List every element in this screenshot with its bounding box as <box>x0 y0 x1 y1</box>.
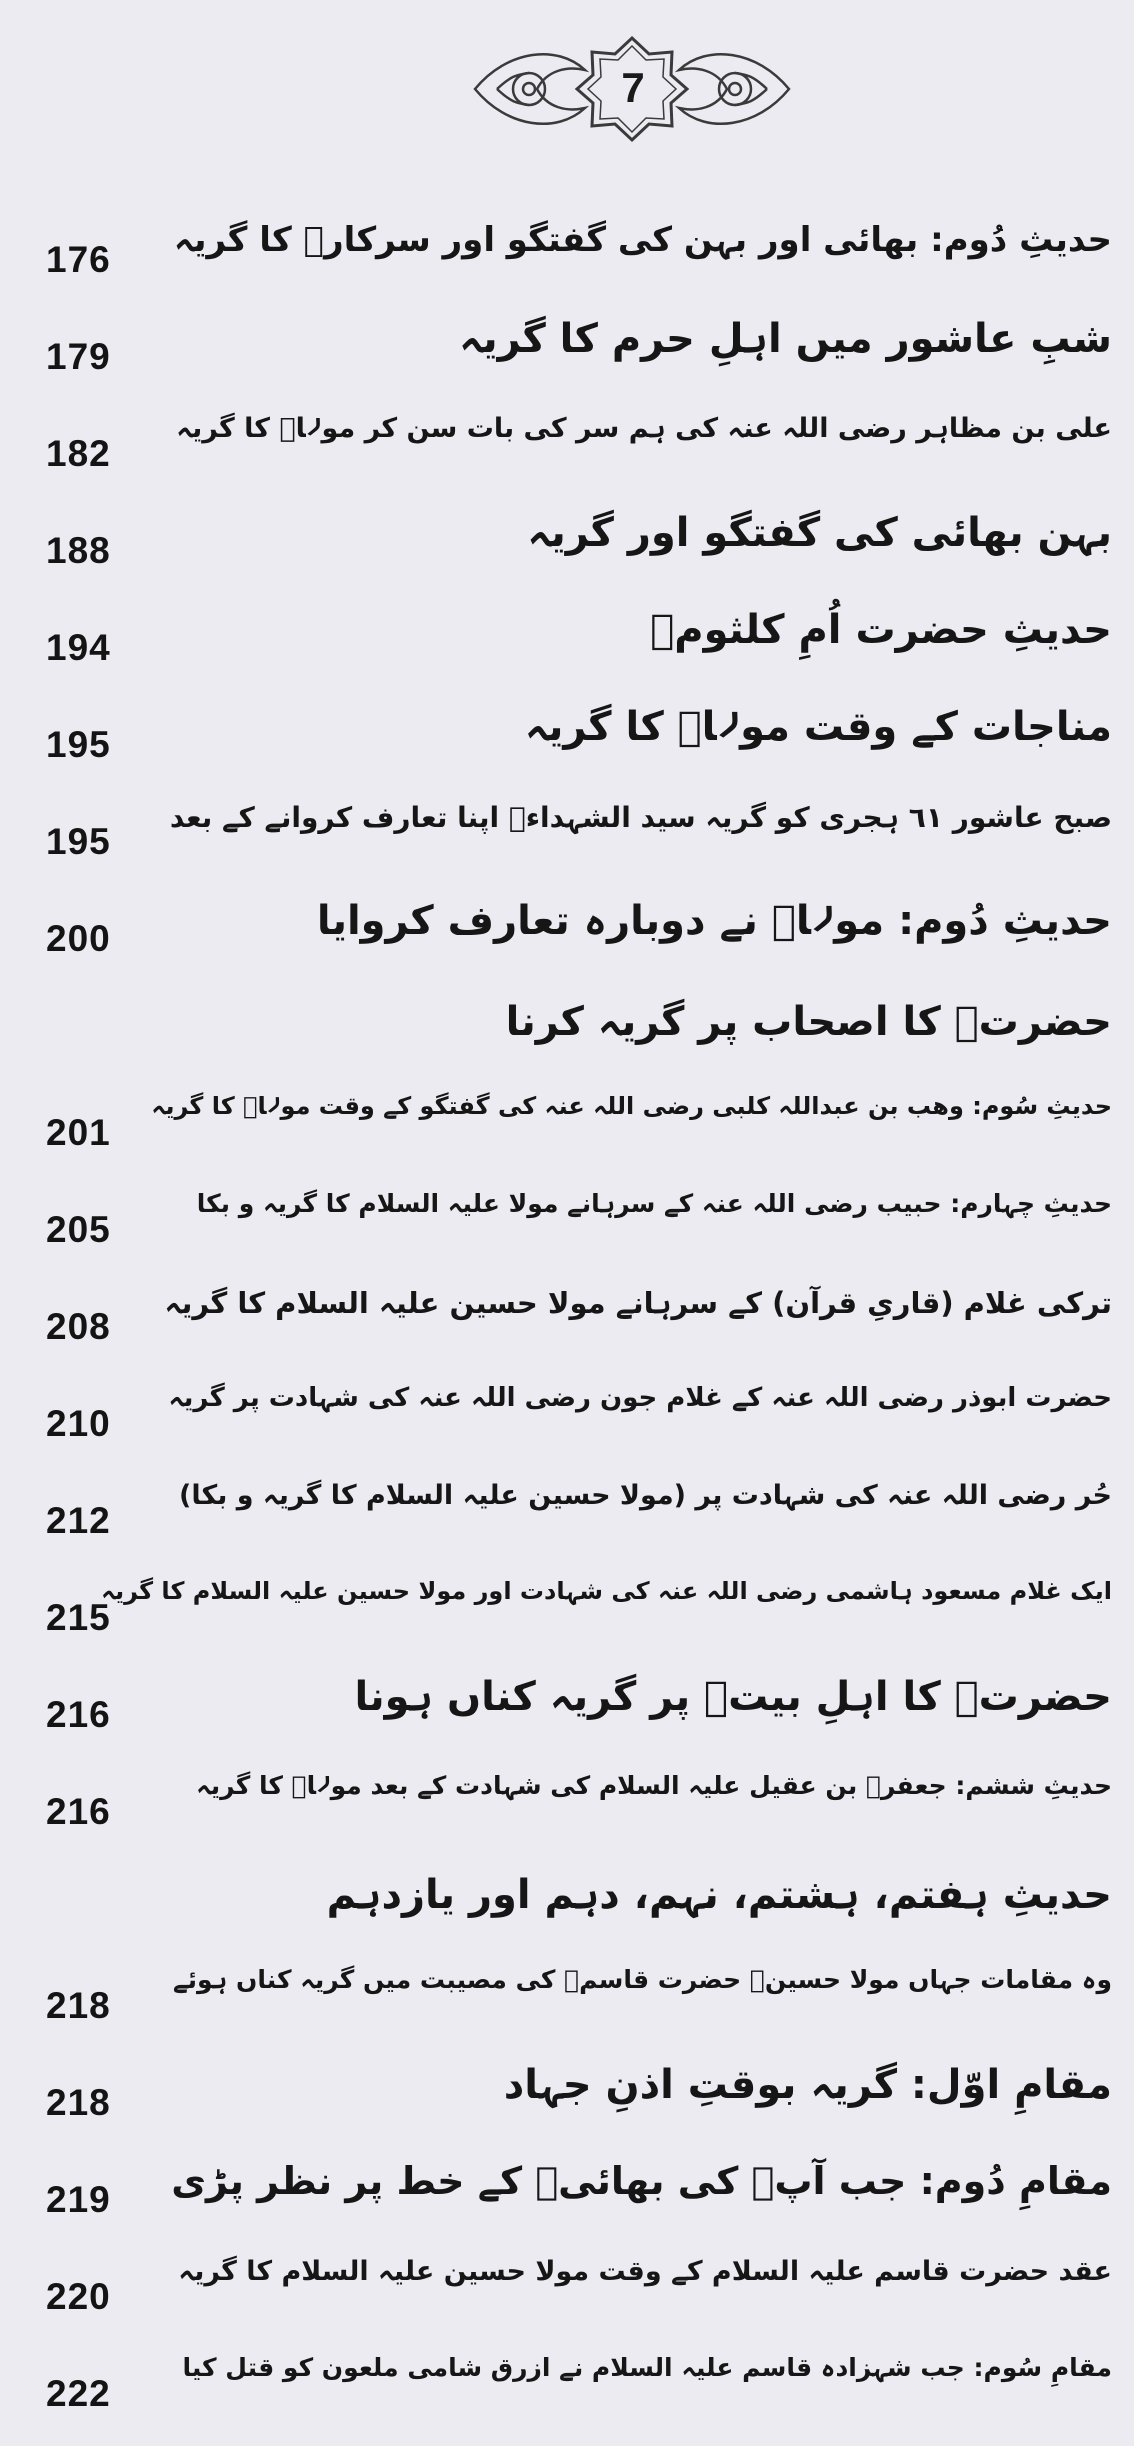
toc-title: مقامِ دُوم: جب آپؑ کی بھائیؑ کے خط پر نظر پڑی <box>171 2159 1112 2203</box>
toc-entry <box>0 2349 1134 2446</box>
toc-entry <box>0 1088 1134 1185</box>
toc-page-number: 194 <box>46 627 111 668</box>
toc-page-number: 201 <box>46 1112 111 1153</box>
toc-page-number: 182 <box>46 433 111 474</box>
toc-title: علی بن مظاہر رضی اللہ عنہ کی ہم سر کی بات سن کر مولاؑ کا گریہ <box>176 413 1112 444</box>
toc-title: مقامِ سُوم: جب شہزادہ قاسم علیہ السلام نے ازرق شامی ملعون کو قتل کیا <box>182 2353 1112 2382</box>
toc-page-number: 188 <box>46 530 111 571</box>
toc-entry <box>0 1282 1134 1379</box>
toc-page-number: 218 <box>46 2082 111 2123</box>
toc-title: حضرتؑ کا اہلِ بیتؑ پر گریہ کناں ہونا <box>354 1674 1112 1720</box>
toc-title: حدیثِ دُوم: مولاؑ نے دوبارہ تعارف کروایا <box>316 898 1112 944</box>
toc-entry <box>0 2058 1134 2155</box>
toc-entry <box>0 1961 1134 2058</box>
toc-entry <box>0 506 1134 603</box>
toc-title: شبِ عاشور میں اہلِ حرم کا گریہ <box>459 316 1112 362</box>
toc-title: حضرت ابوذر رضی اللہ عنہ کے غلام جون رضی اللہ عنہ کی شہادت پر گریہ <box>168 1383 1112 1413</box>
toc-entry <box>0 1573 1134 1670</box>
toc-section-heading <box>0 991 1134 1088</box>
toc-page-number: 176 <box>46 239 111 280</box>
toc-page-number: 219 <box>46 2179 111 2220</box>
toc-title: حدیثِ ششم: جعفرؑ بن عقیل علیہ السلام کی شہادت کے بعد مولاؑ کا گریہ <box>196 1771 1112 1800</box>
toc-entry <box>0 2155 1134 2252</box>
toc-title: حدیثِ سُوم: وھب بن عبداللہ کلبی رضی اللہ عنہ کی گفتگو کے وقت مولاؑ کا گریہ <box>151 1092 1112 1120</box>
toc-title: حدیثِ حضرت اُمِ کلثومؑ <box>650 607 1112 653</box>
toc-title: ایک غلام مسعود ہاشمی رضی اللہ عنہ کی شہادت اور مولا حسین علیہ السلام کا گریہ <box>101 1577 1112 1605</box>
toc-page-number: 210 <box>46 1403 111 1444</box>
table-of-contents <box>0 215 1134 2446</box>
toc-title: حُر رضی اللہ عنہ کی شہادت پر (مولا حسین علیہ السلام کا گریہ و بکا) <box>179 1480 1112 1511</box>
toc-title: عقد حضرت قاسم علیہ السلام کے وقت مولا حسین علیہ السلام کا گریہ <box>178 2256 1112 2287</box>
toc-entry <box>0 1767 1134 1864</box>
toc-entry <box>0 409 1134 506</box>
toc-page-number: 205 <box>46 1209 111 1250</box>
toc-title: مقامِ اوّل: گریہ بوقتِ اذنِ جہاد <box>503 2062 1112 2108</box>
toc-page-number: 195 <box>46 724 111 765</box>
toc-title: بہن بھائی کی گفتگو اور گریہ <box>527 510 1112 556</box>
toc-title: حضرتؑ کا اصحاب پر گریہ کرنا <box>505 999 1112 1045</box>
toc-section-heading <box>0 1864 1134 1961</box>
toc-page-number: 216 <box>46 1694 111 1735</box>
toc-entry <box>0 1379 1134 1476</box>
toc-entry <box>0 1670 1134 1767</box>
toc-entry <box>0 1185 1134 1282</box>
toc-entry <box>0 603 1134 700</box>
toc-title: وہ مقامات جہاں مولا حسینؑ حضرت قاسمؑ کی مصیبت میں گریہ کناں ہوئے <box>172 1965 1112 1994</box>
toc-entry <box>0 215 1134 312</box>
toc-title: مناجات کے وقت مولاؑ کا گریہ <box>524 704 1112 750</box>
toc-page-number: 216 <box>46 1791 111 1832</box>
toc-page-number: 195 <box>46 821 111 862</box>
toc-page-number: 220 <box>46 2276 111 2317</box>
toc-title: صبح عاشور ٦١ ہجری کو گریہ سید الشہداءؑ اپنا تعارف کروانے کے بعد <box>169 801 1112 834</box>
toc-title: حدیثِ ہفتم، ہشتم، نہم، دہم اور یازدہم <box>326 1872 1112 1918</box>
toc-page-number: 215 <box>46 1597 111 1638</box>
page-number: 7 <box>621 64 645 111</box>
toc-entry <box>0 700 1134 797</box>
toc-page-number: 218 <box>46 1985 111 2026</box>
toc-title: حدیثِ چہارم: حبیب رضی اللہ عنہ کے سرہانے مولا علیہ السلام کا گریہ و بکا <box>196 1189 1112 1218</box>
toc-entry <box>0 797 1134 894</box>
toc-page-number: 222 <box>46 2373 111 2414</box>
toc-title: حدیثِ دُوم: بھائی اور بہن کی گفتگو اور سرکارؑ کا گریہ <box>173 220 1112 260</box>
toc-entry <box>0 312 1134 409</box>
toc-entry <box>0 1476 1134 1573</box>
toc-page-number: 200 <box>46 918 111 959</box>
toc-title: ترکی غلام (قاریِ قرآن) کے سرہانے مولا حسین علیہ السلام کا گریہ <box>164 1286 1112 1320</box>
toc-entry <box>0 2252 1134 2349</box>
toc-entry <box>0 894 1134 991</box>
toc-page-number: 208 <box>46 1306 111 1347</box>
toc-page-number: 212 <box>46 1500 111 1541</box>
toc-page-number: 179 <box>46 336 111 377</box>
